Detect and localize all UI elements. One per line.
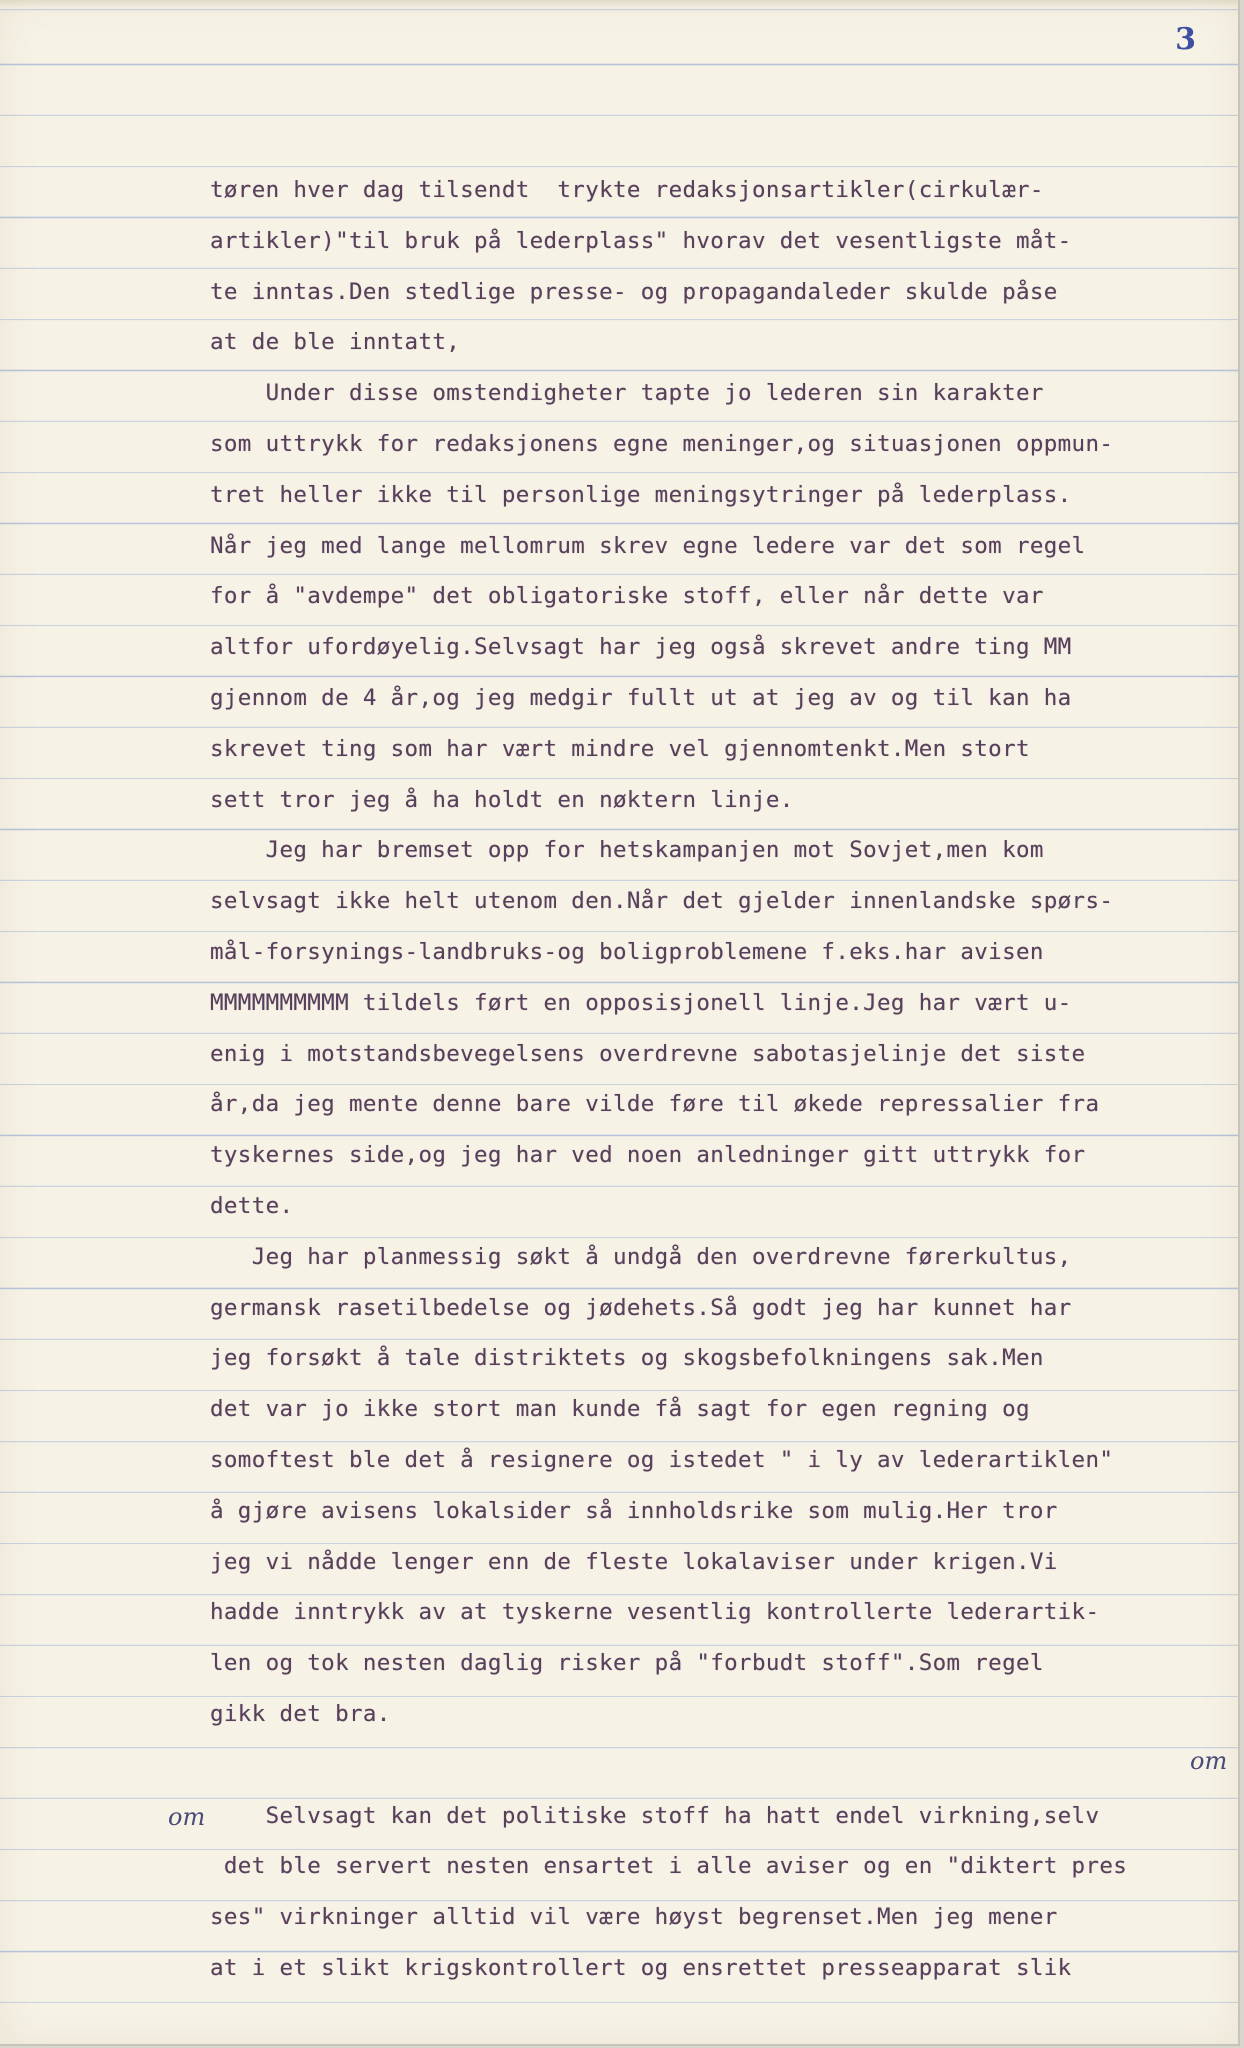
page-number: 3 [1175,22,1196,57]
text-line: altfor ufordøyelig.Selvsagt har jeg også skrevet andre ting MM [210,634,1072,661]
text-line: som uttrykk for redaksjonens egne meninger,og situasjonen oppmun- [210,430,1114,457]
text-line: mål-forsynings-landbruks-og boligproblemene f.eks.har avisen [210,938,1044,965]
text-line: sett tror jeg å ha holdt en nøktern linje. [210,786,794,813]
text-line: MMMMMMMMMM tildels ført en opposisjonell linje.Jeg har vært u- [210,989,1072,1016]
text-line: gikk det bra. [210,1700,391,1727]
text-line: somoftest ble det å resignere og istedet " i ly av lederartiklen" [210,1446,1114,1473]
text-line: germansk rasetilbedelse og jødehets.Så godt jeg har kunnet har [210,1294,1072,1321]
text-line: det ble servert nesten ensartet i alle aviser og en "diktert pres [210,1853,1128,1880]
text-line [210,1740,1210,1791]
text-line: hadde inntrykk av at tyskerne vesentlig kontrollerte lederartik- [210,1599,1100,1626]
text-line: te inntas.Den stedlige presse- og propagandaleder skulde påse [210,278,1058,305]
typed-text-body [210,165,1210,1994]
text-line: Jeg har planmessig søkt å undgå den overdrevne førerkultus, [210,1243,1072,1270]
text-line: artikler)"til bruk på lederplass" hvorav det vesentligste måt- [210,227,1072,254]
text-line: år,da jeg mente denne bare vilde føre til økede repressalier fra [210,1091,1100,1118]
text-line: Når jeg med lange mellomrum skrev egne ledere var det som regel [210,532,1086,559]
handwritten-margin-note-left: om [168,1803,206,1831]
text-line: det var jo ikke stort man kunde få sagt for egen regning og [210,1396,1030,1423]
text-line: at de ble inntatt, [210,329,461,356]
text-line: jeg vi nådde lenger enn de fleste lokalaviser under krigen.Vi [210,1548,1058,1575]
text-line: tøren hver dag tilsendt trykte redaksjonsartikler(cirkulær- [210,177,1044,203]
text-line: enig i motstandsbevegelsens overdrevne sabotasjelinje det siste [210,1040,1086,1067]
text-line: tret heller ikke til personlige meningsytringer på lederplass. [210,481,1072,508]
text-line: Under disse omstendigheter tapte jo lederen sin karakter [210,380,1044,407]
text-line: at i et slikt krigskontrollert og ensrettet presseapparat slik [210,1954,1072,1981]
text-line: Jeg har bremset opp for hetskampanjen mot Sovjet,men kom [210,837,1044,864]
text-line: skrevet ting som har vært mindre vel gjennomtenkt.Men stort [210,735,1030,762]
text-line: Selvsagt kan det politiske stoff ha hatt endel virkning,selv [210,1802,1100,1829]
text-line: ses" virkninger alltid vil være høyst begrenset.Men jeg mener [210,1904,1058,1931]
text-line: dette. [210,1192,294,1219]
handwritten-margin-note-right: om [1190,1747,1228,1775]
top-edge-shading [0,0,1238,8]
text-line: å gjøre avisens lokalsider så innholdsrike som mulig.Her tror [210,1497,1058,1524]
text-line: gjennom de 4 år,og jeg medgir fullt ut at jeg av og til kan ha [210,684,1072,711]
text-line: tyskernes side,og jeg har ved noen anledninger gitt uttrykk for [210,1142,1086,1169]
text-line: selvsagt ikke helt utenom den.Når det gjelder innenlandske spørs- [210,888,1114,915]
text-line: len og tok nesten daglig risker på "forbudt stoff".Som regel [210,1650,1044,1677]
text-line: jeg forsøkt å tale distriktets og skogsbefolkningens sak.Men [210,1345,1044,1372]
text-line: for å "avdempe" det obligatoriske stoff, eller når dette var [210,583,1044,610]
